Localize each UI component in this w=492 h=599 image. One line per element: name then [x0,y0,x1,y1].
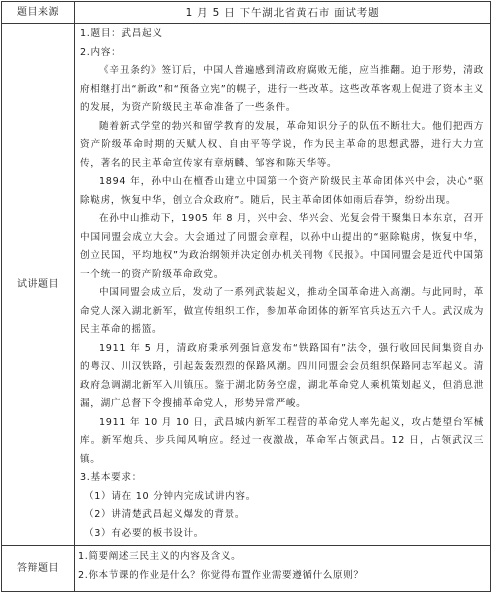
content-paragraph: 1911 年 5 月，清政府秉承列强旨意发布“铁路国有”法令，强行收回民间集资自办的粤汉、川汉铁路，引起轰轰烈烈的保路风潮。四川同盟会会员组织保路同志军起义。清政府急调湖北新军入川镇压。鉴于湖北防务空虚，湖北革命党人乘机策划起义，但消息泄漏，湖广总督下令搜捕革命党人，形势异常严峻。 [80,342,484,409]
requirement-item: （1）请在 10 分钟内完成试讲内容。 [84,490,257,502]
content-paragraph: 在孙中山推动下，1905 年 8 月，兴中会、华兴会、光复会骨干聚集日本东京，召开中国同盟会成立大会。大会通过了同盟会章程，以孙中山提出的“驱除鞑虏，恢复中华，创立民国，平均地权”为政治纲领并决定创办机关刊物《民报》。中国同盟会是近代中国第一个统一的资产阶级革命政党。 [80,213,484,280]
content-paragraph: 中国同盟会成立后，发动了一系列武装起义，推动全国革命进入高潮。与此同时，革命党人深入湖北新军，做宣传组织工作，参加革命团体的新军官兵达五六千人。武汉成为民主革命的摇篮。 [80,287,484,335]
exam-question-table [1,1,491,592]
topic-line: 1.题目：武昌起义 [80,28,163,39]
defense-question: 1.简要阐述三民主义的内容及含义。 [78,551,242,562]
content-paragraph: 1894 年，孙中山在檀香山建立中国第一个资产阶级民主革命团体兴中会，决心“驱除鞑虏，恢复中华，创立合众政府”。随后，民主革命团体如雨后春笋，纷纷出现。 [80,176,484,206]
requirements-heading: 3.基本要求： [80,472,143,483]
source-label: 题目来源 [2,2,75,24]
requirement-item: （3）有必要的板书设计。 [84,527,205,539]
source-value: 1 月 5 日 下午湖北省黄石市 面试考题 [75,2,491,24]
defense-row [2,546,491,592]
content-paragraph: 《辛丑条约》签订后，中国人普遍感到清政府腐败无能，应当推翻。迫于形势，清政府相继打出“新政”和“预备立宪”的幌子，进行一些改革。这些改革客观上促进了资本主义的发展，为资产阶级民主革命准备了一些条件。 [80,65,484,113]
content-paragraph: 1911 年 10 月 10 日，武昌城内新军工程营的革命党人率先起义，攻占楚望台军械库。新军炮兵、步兵闻风响应。经过一夜激战，革命军占领武昌。12 日，占领武汉三镇。 [80,416,484,465]
defense-question: 2.你本节课的作业是什么？你觉得布置作业需要遵循什么原则？ [78,569,364,581]
defense-label: 答辩题目 [2,546,75,592]
lecture-label: 试讲题目 [2,24,75,546]
source-row [2,2,491,24]
lecture-content [75,24,491,546]
requirement-item: （2）讲清楚武昌起义爆发的背景。 [84,509,246,520]
defense-content [75,546,491,592]
lecture-row [2,24,491,546]
content-paragraph: 随着新式学堂的勃兴和留学教育的发展，革命知识分子的队伍不断壮大。他们把西方资产阶级革命时期的天赋人权、自由平等学说，作为民主革命的思想武器，进行大力宣传，著名的民主革命宣传家有章炳麟、邹容和陈天华等。 [80,120,484,169]
content-heading: 2.内容： [80,46,122,58]
